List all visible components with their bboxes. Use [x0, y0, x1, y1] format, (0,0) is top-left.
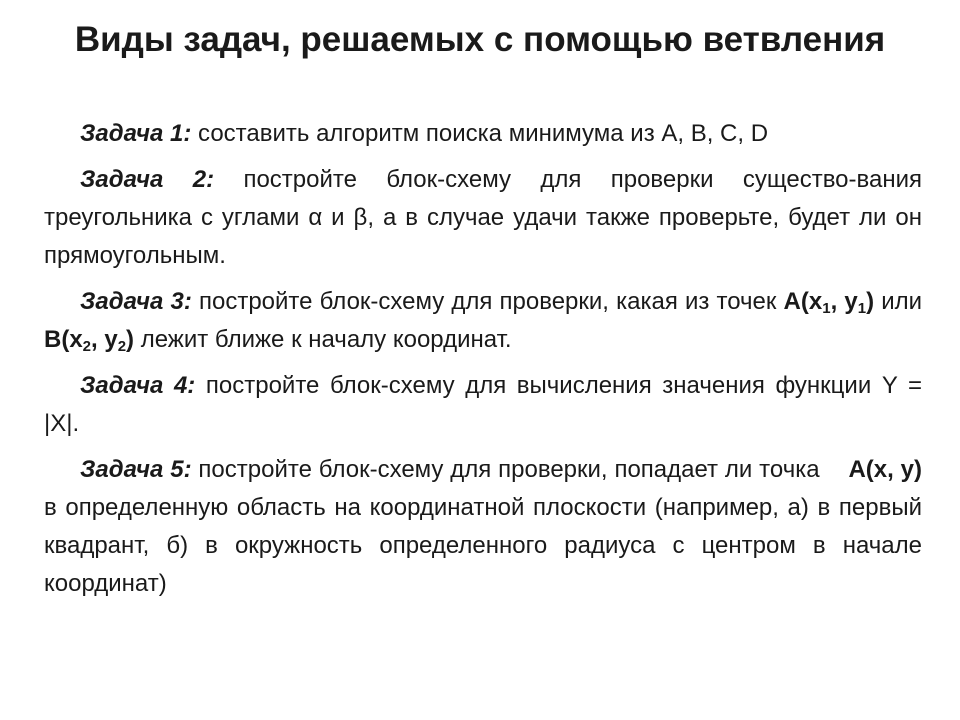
point-b-name: B(x [44, 326, 83, 353]
task-1-label: Задача 1: [80, 120, 192, 147]
point-b-close: ) [126, 326, 135, 353]
tasks-list [44, 115, 922, 611]
point-a-sub-x: 1 [822, 300, 831, 317]
task-3-label: Задача 3: [80, 288, 192, 315]
task-5-label: Задача 5: [80, 456, 192, 483]
task-5 [44, 451, 922, 603]
task-4 [44, 367, 922, 443]
task-5-text-after: в определенную область на координатной плоскости (например, а) в первый квадрант, б) в окружность определенного радиуса с центром в начале координат) [44, 494, 922, 597]
point-a-close: ) [866, 288, 875, 315]
task-4-label: Задача 4: [80, 372, 196, 399]
point-b-sub-y: 2 [117, 338, 127, 355]
point-a-mid: , y [830, 288, 858, 315]
point-b-mid: , y [91, 326, 118, 353]
point-a-sub-y: 1 [857, 300, 867, 317]
task-4-text: постройте блок-схему для вычисления значения функции Y = |X|. [44, 372, 922, 437]
task-2 [44, 161, 922, 275]
task-3-text-after: лежит ближе к началу координат. [134, 326, 512, 353]
task-2-text: постройте блок-схему для проверки существо-вания треугольника с углами α и β, а в случае удачи также проверьте, будет ли он прямоугольным. [44, 166, 922, 269]
point-a [784, 288, 875, 315]
task-1 [44, 115, 922, 153]
task-3-or: или [874, 288, 923, 315]
task-3 [44, 283, 922, 359]
task-1-text: составить алгоритм поиска минимума из A, B, C, D [191, 120, 769, 147]
point-b-sub-x: 2 [82, 338, 92, 355]
point-a-name: A(x [783, 288, 823, 315]
task-5-text-before: постройте блок-схему для проверки, попадает ли точка [191, 456, 827, 483]
point-b [44, 326, 134, 353]
point-a-xy: A(x, y) [848, 456, 922, 483]
task-2-label: Задача 2: [80, 166, 215, 193]
page-title: Виды задач, решаемых с помощью ветвления [74, 20, 886, 59]
task-3-text-before: постройте блок-схему для проверки, какая из точек [191, 288, 784, 315]
